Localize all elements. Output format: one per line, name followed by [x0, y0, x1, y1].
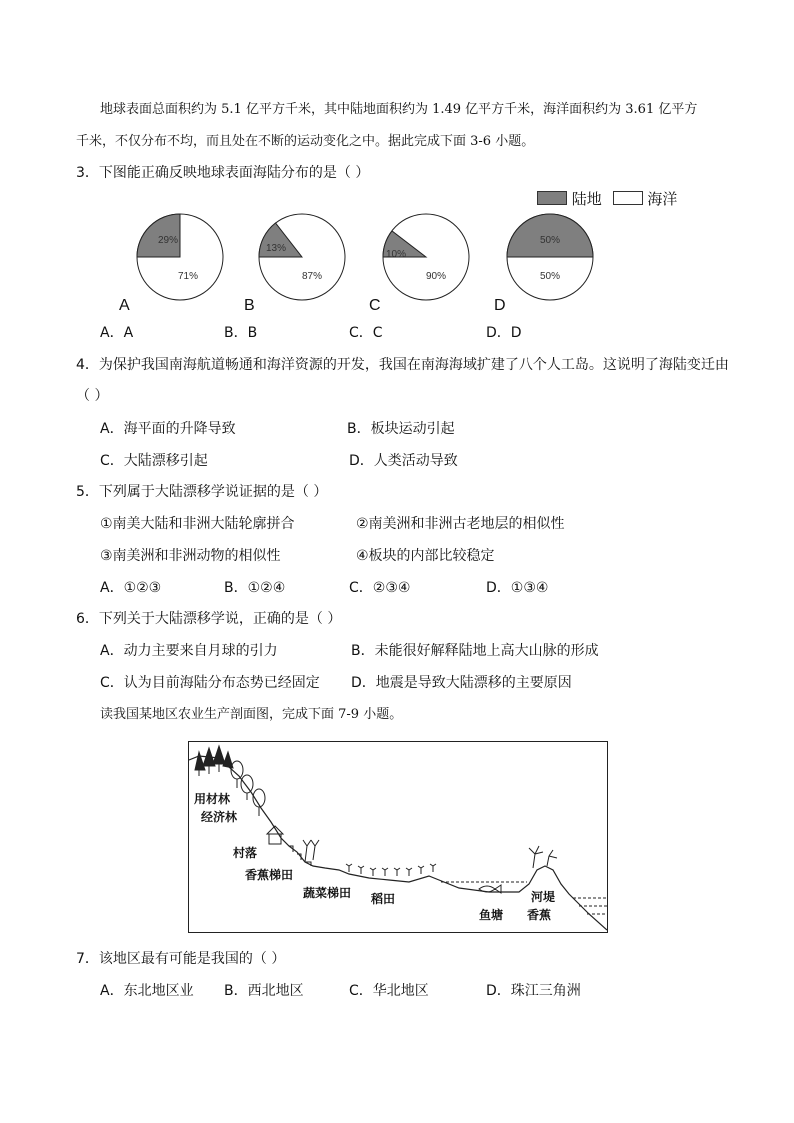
q5-item-3: ③南美洲和非洲动物的相似性	[100, 548, 281, 564]
legend-ocean-swatch	[613, 191, 643, 205]
q7-option-d[interactable]: D．珠江三角洲	[486, 983, 581, 999]
q7-option-c[interactable]: C．华北地区	[349, 983, 429, 999]
pie-c-ocean-label: 90%	[426, 271, 447, 282]
q3-option-a[interactable]: A．A	[100, 325, 134, 341]
q5-option-a[interactable]: A．①②③	[100, 580, 162, 596]
q6-option-b[interactable]: B．未能很好解释陆地上高大山脉的形成	[351, 643, 599, 659]
label-fish-pond: 鱼塘	[479, 908, 504, 922]
pie-chart-a	[136, 213, 224, 301]
legend-land-swatch	[537, 191, 567, 205]
question-7-stem: 7．该地区最有可能是我国的（ ）	[76, 951, 286, 967]
pie-chart-c	[382, 213, 470, 301]
pie-d-letter: D	[494, 297, 506, 314]
q6-option-c[interactable]: C．认为目前海陆分布态势已经固定	[100, 675, 320, 691]
question-4-stem-cont: （ ）	[76, 388, 109, 404]
pie-a-ocean-label: 71%	[178, 271, 199, 282]
q3-option-c[interactable]: C．C	[349, 325, 383, 341]
question-5-stem: 5．下列属于大陆漂移学说证据的是（ ）	[76, 484, 328, 500]
label-forest-timber: 用材林	[194, 792, 231, 806]
pie-chart-d	[506, 213, 594, 301]
q4-option-d[interactable]: D．人类活动导致	[349, 453, 458, 469]
intro-line-2: 千米，不仅分布不均，而且处在不断的运动变化之中。据此完成下面 3-6 小题。	[76, 134, 535, 149]
q5-item-4: ④板块的内部比较稳定	[356, 548, 495, 564]
forest-trees	[195, 746, 233, 776]
pie-d-land-label: 50%	[540, 235, 561, 246]
pie-a-land-label: 29%	[158, 235, 179, 246]
q6-option-d[interactable]: D．地震是导致大陆漂移的主要原因	[351, 675, 572, 691]
question-3-stem: 3．下图能正确反映地球表面海陆分布的是（ ）	[76, 165, 370, 181]
label-vegetable-terrace: 蔬菜梯田	[303, 886, 352, 900]
q4-option-a[interactable]: A．海平面的升降导致	[100, 421, 236, 437]
label-levee: 河堤	[531, 890, 556, 904]
levee-banana	[529, 846, 557, 868]
label-village: 村落	[233, 846, 258, 860]
label-levee-banana: 香蕉	[527, 908, 552, 922]
intro-line-1: 地球表面总面积约为 5.1 亿平方千米，其中陆地面积约为 1.49 亿平方千米，海洋面积约为 3.61 亿平方	[100, 102, 698, 117]
question-4-stem: 4．为保护我国南海航道畅通和海洋资源的开发，我国在南海海域扩建了八个人工岛。这说明了海陆变迁由	[76, 357, 729, 373]
question-6-stem: 6．下列关于大陆漂移学说，正确的是（ ）	[76, 611, 342, 627]
pie-a-letter: A	[119, 297, 130, 314]
q3-option-d[interactable]: D．D	[486, 325, 522, 341]
river-water	[573, 898, 607, 914]
label-rice-field: 稻田	[371, 892, 396, 906]
pie-d-ocean-label: 50%	[540, 271, 561, 282]
legend-land-label: 陆地	[571, 190, 602, 208]
pie-b-letter: B	[244, 297, 255, 314]
legend-ocean-label: 海洋	[647, 190, 678, 208]
q4-option-c[interactable]: C．大陆漂移引起	[100, 453, 208, 469]
q5-option-b[interactable]: B．①②④	[224, 580, 286, 596]
label-forest-economic: 经济林	[201, 810, 238, 824]
pie-c-land-label: 10%	[386, 249, 407, 260]
banana-plants	[303, 840, 319, 862]
q5-option-c[interactable]: C．②③④	[349, 580, 411, 596]
q7-option-a[interactable]: A．东北地区业	[100, 983, 194, 999]
q5-option-d[interactable]: D．①③④	[486, 580, 549, 596]
agriculture-profile-diagram	[188, 741, 608, 933]
q5-item-1: ①南美大陆和非洲大陆轮廓拼合	[100, 516, 295, 532]
q5-item-2: ②南美洲和非洲古老地层的相似性	[356, 516, 565, 532]
pie-c-letter: C	[369, 297, 381, 314]
q6-option-a[interactable]: A．动力主要来自月球的引力	[100, 643, 278, 659]
legend	[537, 188, 677, 209]
pie-b-land-label: 13%	[266, 243, 287, 254]
vegetable-sprouts	[346, 864, 436, 876]
q3-option-b[interactable]: B．B	[224, 325, 258, 341]
q7-option-b[interactable]: B．西北地区	[224, 983, 304, 999]
intro-7-9: 读我国某地区农业生产剖面图，完成下面 7-9 小题。	[100, 707, 403, 722]
q4-option-b[interactable]: B．板块运动引起	[347, 421, 455, 437]
pie-chart-b	[258, 213, 346, 301]
pie-b-ocean-label: 87%	[302, 271, 323, 282]
label-banana-terrace: 香蕉梯田	[245, 868, 294, 882]
